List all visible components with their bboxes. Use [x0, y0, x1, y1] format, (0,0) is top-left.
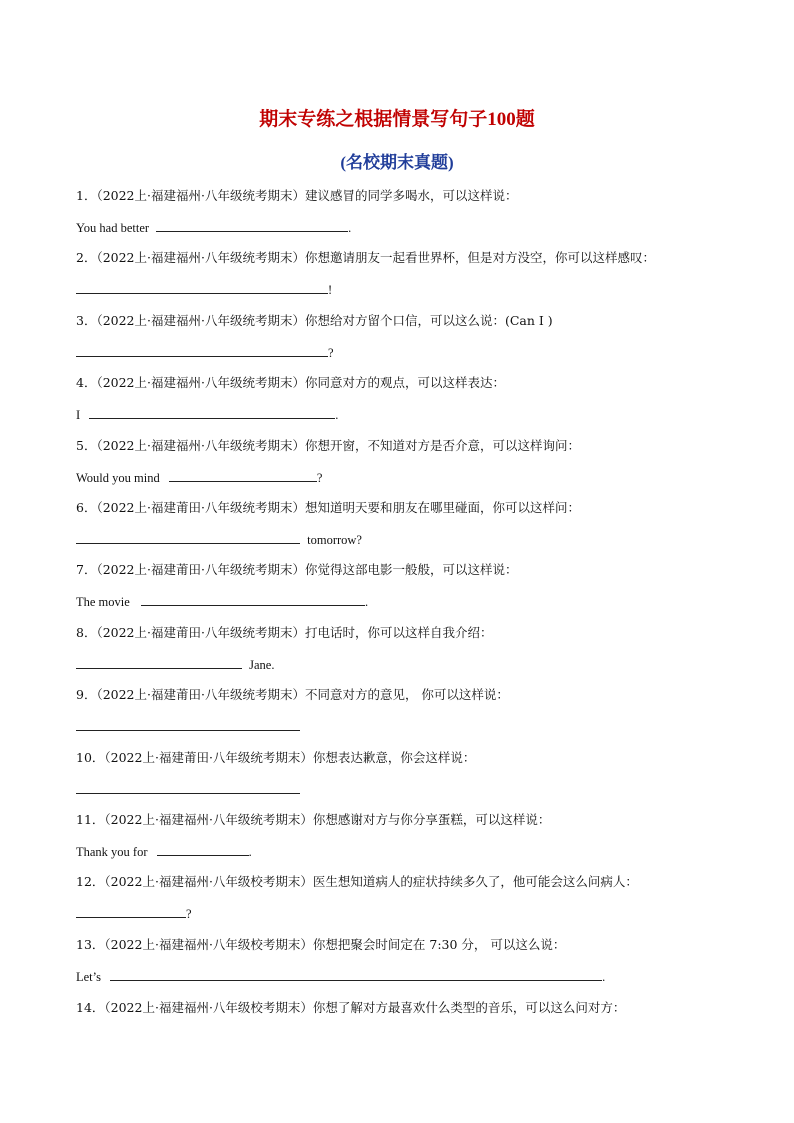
question-14: 14．（2022上·福建福州·八年级校考期末）你想了解对方最喜欢什么类型的音乐，可以这么问对方： — [76, 1000, 626, 1015]
answer-blank[interactable] — [76, 531, 300, 544]
answer-blank[interactable] — [89, 406, 335, 419]
answer-blank[interactable] — [76, 781, 300, 794]
answer-prefix: The movie — [76, 595, 130, 609]
answer-line-2 — [76, 281, 332, 298]
answer-line-3 — [76, 344, 334, 361]
question-10: 10．（2022上·福建莆田·八年级统考期末）你想表达歉意，你会这样说： — [76, 750, 476, 765]
answer-suffix: ? — [186, 907, 192, 921]
answer-line-5 — [76, 469, 322, 486]
answer-blank[interactable] — [110, 968, 602, 981]
question-9: 9．（2022上·福建莆田·八年级统考期末）不同意对方的意见， 你可以这样说： — [76, 687, 509, 702]
answer-line-11 — [76, 843, 252, 860]
answer-suffix: ? — [328, 346, 334, 360]
answer-suffix: . — [248, 845, 252, 859]
answer-line-13 — [76, 968, 605, 985]
answer-blank[interactable] — [76, 905, 186, 918]
answer-suffix: ? — [316, 471, 323, 485]
answer-blank[interactable] — [76, 656, 242, 669]
answer-suffix: . — [602, 970, 606, 984]
page-title: 期末专练之根据情景写句子100题 — [259, 109, 535, 130]
answer-line-1 — [76, 219, 351, 236]
answer-line-12 — [76, 905, 192, 922]
answer-suffix: . — [348, 221, 352, 235]
question-11: 11．（2022上·福建福州·八年级统考期末）你想感谢对方与你分享蛋糕，可以这样说： — [76, 812, 551, 827]
answer-suffix: ! — [328, 283, 333, 297]
question-3: 3．（2022上·福建福州·八年级统考期末）你想给对方留个口信，可以这么说：(Can I ) — [76, 313, 553, 328]
answer-prefix: I — [76, 408, 81, 422]
answer-line-6 — [76, 531, 362, 548]
answer-blank[interactable] — [156, 219, 348, 232]
page-subtitle: (名校期末真题) — [340, 153, 454, 172]
answer-line-4 — [76, 406, 338, 423]
question-7: 7．（2022上·福建莆田·八年级统考期末）你觉得这部电影一般般，可以这样说： — [76, 562, 518, 577]
question-5: 5．（2022上·福建福州·八年级统考期末）你想开窗，不知道对方是否介意，可以这样询问： — [76, 438, 580, 453]
question-8: 8．（2022上·福建莆田·八年级统考期末）打电话时，你可以这样自我介绍： — [76, 625, 493, 640]
question-2: 2．（2022上·福建福州·八年级统考期末）你想邀请朋友一起看世界杯，但是对方没空，你可以这样感叹： — [76, 250, 655, 265]
question-4: 4．（2022上·福建福州·八年级统考期末）你同意对方的观点，可以这样表达： — [76, 375, 505, 390]
question-1: 1．（2022上·福建福州·八年级统考期末）建议感冒的同学多喝水，可以这样说： — [76, 188, 518, 203]
answer-prefix: Let’s — [76, 970, 101, 984]
answer-line-7 — [76, 593, 368, 610]
answer-line-10 — [76, 781, 300, 798]
answer-prefix: You had better — [76, 221, 150, 235]
answer-blank[interactable] — [169, 469, 317, 482]
question-13: 13．（2022上·福建福州·八年级校考期末）你想把聚会时间定在 7:30 分， 可以这么说： — [76, 937, 566, 952]
question-12: 12．（2022上·福建福州·八年级校考期末）医生想知道病人的症状持续多久了，他可能会这么问病人： — [76, 874, 638, 889]
answer-prefix: Would you mind — [76, 471, 160, 485]
answer-line-9 — [76, 718, 300, 735]
answer-blank[interactable] — [76, 344, 328, 357]
answer-blank[interactable] — [76, 281, 328, 294]
question-6: 6．（2022上·福建莆田·八年级统考期末）想知道明天要和朋友在哪里碰面，你可以这样问： — [76, 500, 580, 515]
answer-suffix: Jane. — [249, 658, 275, 672]
answer-suffix: tomorrow? — [307, 533, 362, 547]
answer-prefix: Thank you for — [76, 845, 148, 859]
answer-line-8 — [76, 656, 274, 673]
answer-blank[interactable] — [76, 718, 300, 731]
answer-suffix: . — [335, 408, 339, 422]
answer-blank[interactable] — [157, 843, 249, 856]
answer-suffix: . — [364, 595, 369, 609]
answer-blank[interactable] — [141, 593, 365, 606]
